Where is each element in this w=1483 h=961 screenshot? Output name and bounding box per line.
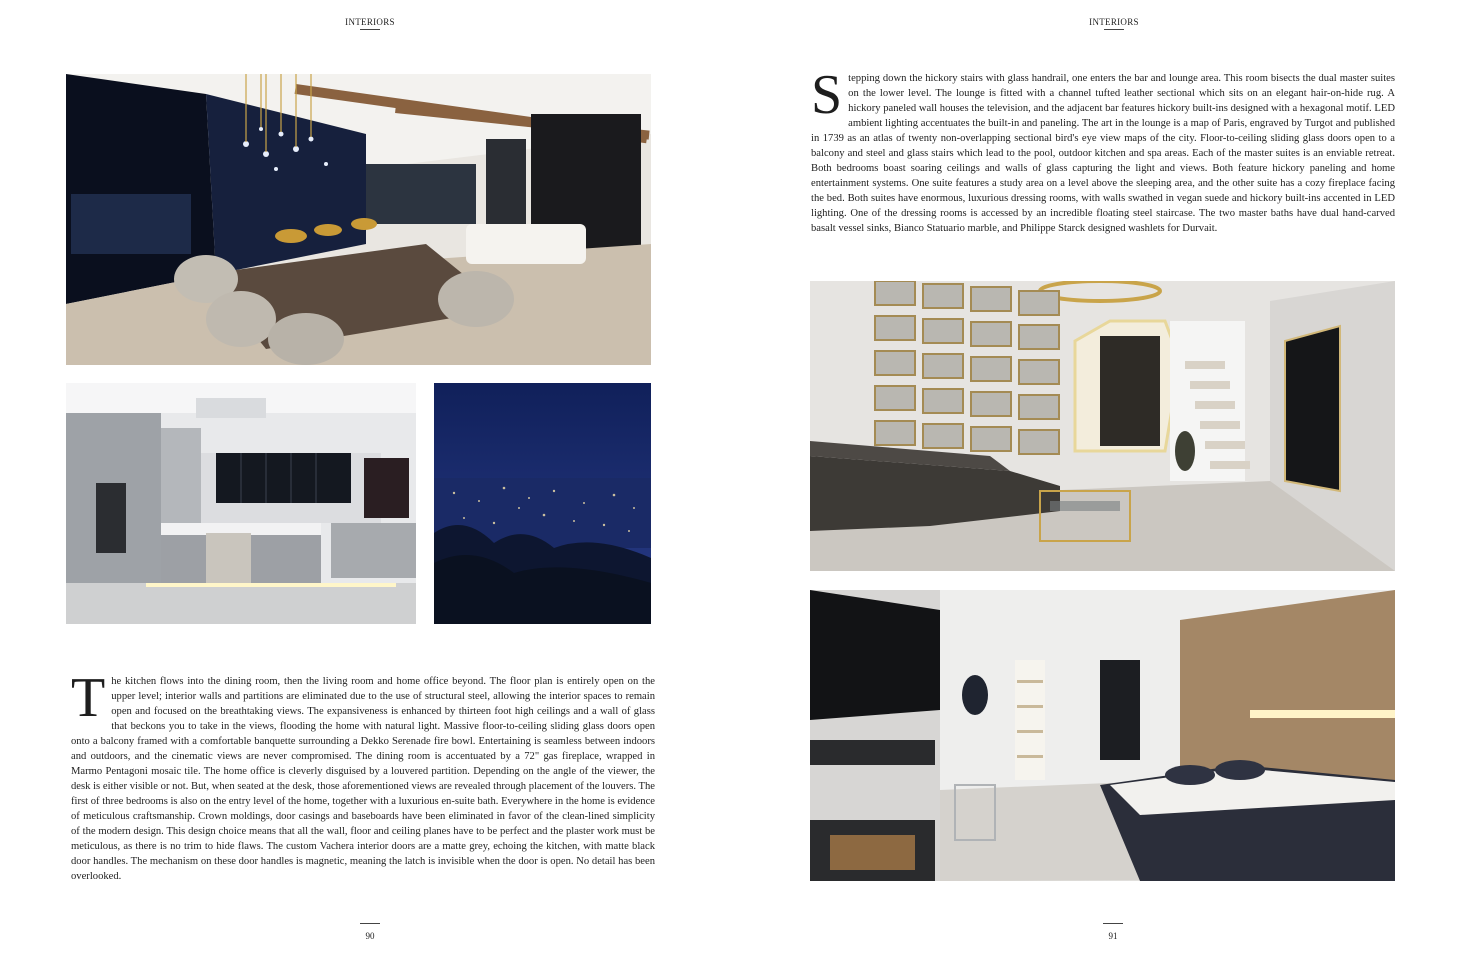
left-article-body: he kitchen flows into the dining room, then the living room and home office beyond. The floor plan is entirely open on the upper level; interior walls and partitions are eliminated due to the use of structural steel, allowing the interior spaces to remain open and focused on the breathtaking views. The expansiveness is enhanced by thirteen foot high ceilings and a wall of glass that beckons you to take in the views, flooding the home with natural light. Massive floor-to-ceiling sliding glass doors open onto a balcony framed with a comfortable banquette surrounding a Dekko Serenade fire bowl. Entertaining is seamless between indoors and outdoors, and the cinematic views are never compromised. The dining room is accentuated by a 72" gas fireplace, wrapped in Marmo Pentagoni mosaic tile. The home office is cleverly disguised by a louvered partition. Depending on the angle of the viewer, the desk is either visible or not. But, when seated at the desk, those aforementioned views are revealed through placement of the louvers. The first of three bedrooms is also on the entry level of the home, together with a luxurious en-suite bath. Everywhere in the home is evidence of meticulous craftsmanship. Crown moldings, door casings and baseboards have been eliminated in favor of the clean-lined simplicity of the modern design. This design choice means that all the wall, floor and ceiling planes have to be perfect and the plaster work must be meticulous, as there is no trim to hide flaws. The custom Vachera interior doors are a matte grey, echoing the kitchen, with matte black door handles. The mechanism on these door handles is magnetic, meaning the latch is invisible when the door is open. No detail has been overlooked. — [71, 676, 655, 882]
kitchen-photo — [66, 383, 416, 624]
left-article-text — [71, 667, 655, 884]
page-number-left: 90 — [340, 923, 400, 941]
section-label-left: INTERIORS — [310, 17, 430, 30]
right-article-text — [811, 64, 1395, 236]
city-night-view-photo — [434, 383, 651, 624]
right-article-body: tepping down the hickory stairs with glass handrail, one enters the bar and lounge area. This room bisects the dual master suites on the lower level. The lounge is fitted with a channel tufted leather sectional which sits on an elegant hair-on-hide rug. A hickory paneled wall houses the television, and the adjacent bar features hickory built-ins designed with a hexagonal motif. LED ambient lighting accentuates the built-in and paneling. The art in the lounge is a map of Paris, engraved by Turgot and published in 1739 as an atlas of twenty non-overlapping sectional bird's eye view maps of the city. Floor-to-ceiling sliding glass doors open to a balcony and steel and glass stairs which lead to the pool, outdoor kitchen and spa areas. Each of the master suites is an enviable retreat. Both bedrooms boast soaring ceilings and walls of glass capturing the light and views. Both feature hickory paneling and home entertainment systems. One suite features a study area on a level above the sleeping area, and the other suite has a cozy fireplace facing the bed. Both suites have enormous, luxurious dressing rooms, with walls swathed in vegan suede and hickory built-ins accented in LED lighting. One of the dressing rooms is accessed by an incredible floating steel staircase. The two master baths have dual hand-carved basalt vessel sinks, Bianco Statuario marble, and Philippe Starck designed washlets for Durvait. — [811, 73, 1395, 234]
page-number-right: 91 — [1083, 923, 1143, 941]
bedroom-photo — [810, 590, 1395, 881]
lounge-photo — [810, 281, 1395, 571]
left-article-drop-cap: T — [71, 667, 106, 729]
dining-room-photo — [66, 74, 651, 365]
section-label-right: INTERIORS — [1054, 17, 1174, 30]
right-article-drop-cap: S — [811, 64, 843, 126]
